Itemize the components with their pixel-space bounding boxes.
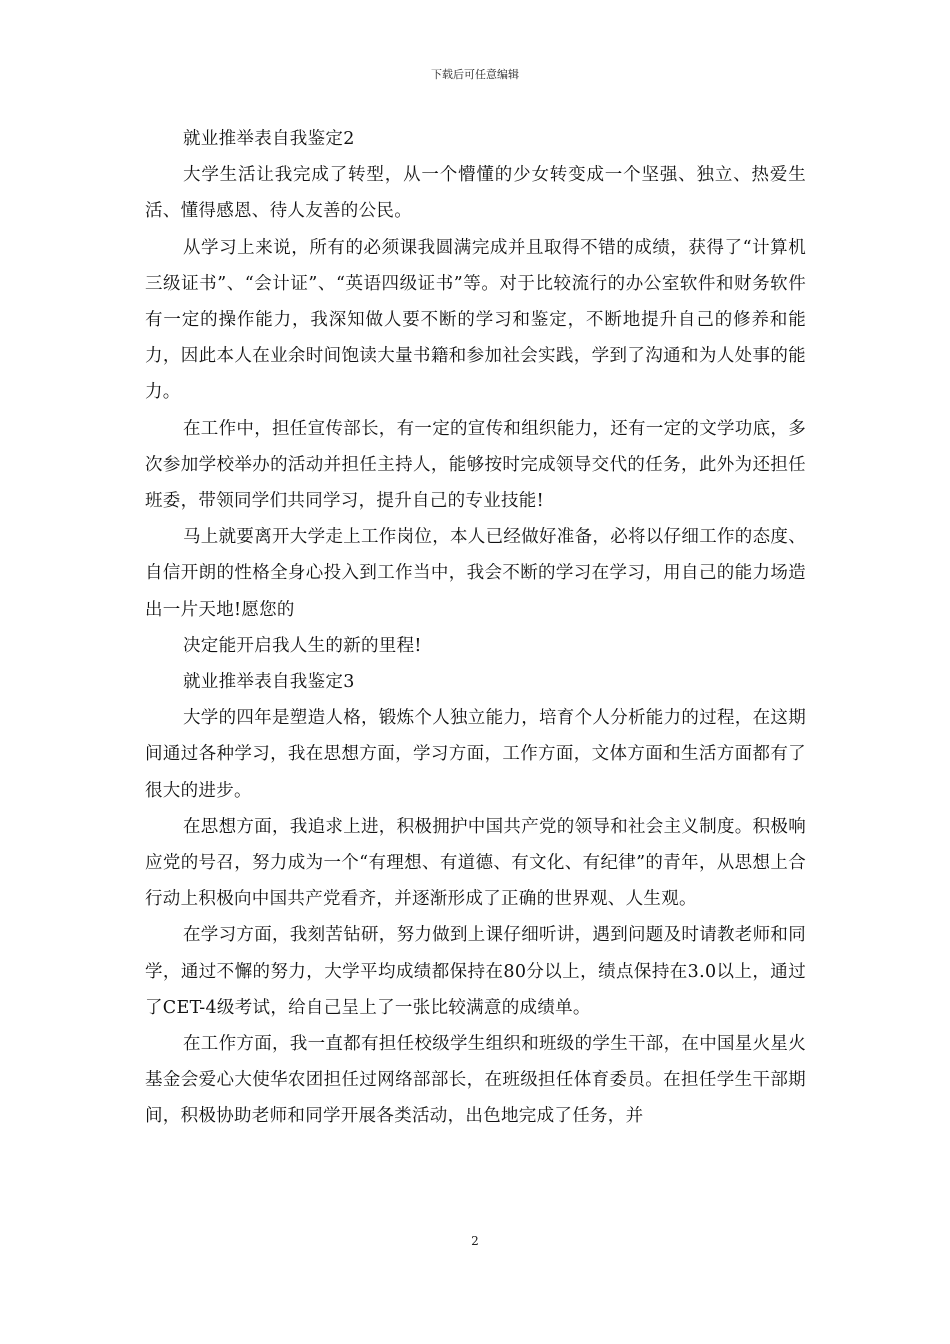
page-number: 2 [471, 1234, 479, 1248]
paragraph: 在思想方面，我追求上进，积极拥护中国共产党的领导和社会主义制度。积极响应党的号召，努力成为一个“有理想、有道德、有文化、有纪律”的青年，从思想上合行动上积极向中国共产党看齐，并逐渐形成了正确的世界观、人生观。 [145, 816, 806, 910]
section-title: 就业推举表自我鉴定3 [183, 672, 355, 693]
paragraph: 在工作中，担任宣传部长，有一定的宣传和组织能力，还有一定的文学功底，多次参加学校举办的活动并担任主持人，能够按时完成领导交代的任务，此外为还担任班委，带领同学们共同学习，提升自己的专业技能! [145, 418, 806, 512]
paragraph: 大学的四年是塑造人格，锻炼个人独立能力，培育个人分析能力的过程，在这期间通过各种学习，我在思想方面，学习方面，工作方面，文体方面和生活方面都有了很大的进步。 [145, 708, 806, 801]
section-title: 就业推举表自我鉴定2 [183, 129, 355, 149]
paragraph: 在学习方面，我刻苦钻研，努力做到上课仔细听讲，遇到问题及时请教老师和同学，通过不懈的努力，大学平均成绩都保持在80分以上，绩点保持在3.0以上，通过了CET-4级考试，给自己呈上了一张比较满意的成绩单。 [145, 925, 806, 1018]
paragraph: 从学习上来说，所有的必须课我圆满完成并且取得不错的成绩，获得了“计算机三级证书”、“会计证”、“英语四级证书”等。对于比较流行的办公室软件和财务软件有一定的操作能力，我深知做人要不断的学习和鉴定，不断地提升自己的修养和能力，因此本人在业余时间饱读大量书籍和参加社会实践，学到了沟通和为人处事的能力。 [145, 237, 806, 403]
page-header: 下载后可任意编辑 [431, 68, 519, 81]
paragraph: 大学生活让我完成了转型，从一个懵懂的少女转变成一个坚强、独立、热爱生活、懂得感恩、待人友善的公民。 [145, 165, 806, 222]
paragraph: 在工作方面，我一直都有担任校级学生组织和班级的学生干部，在中国星火星火基金会爱心大使华农团担任过网络部部长，在班级担任体育委员。在担任学生干部期间，积极协助老师和同学开展各类活动，出色地完成了任务，并 [145, 1034, 806, 1127]
paragraph: 决定能开启我人生的新的里程! [183, 635, 422, 656]
paragraph: 马上就要离开大学走上工作岗位，本人已经做好准备，必将以仔细工作的态度、自信开朗的性格全身心投入到工作当中，我会不断的学习在学习，用自己的能力场造出一片天地!愿您的 [145, 527, 806, 620]
document-body [145, 121, 806, 1135]
